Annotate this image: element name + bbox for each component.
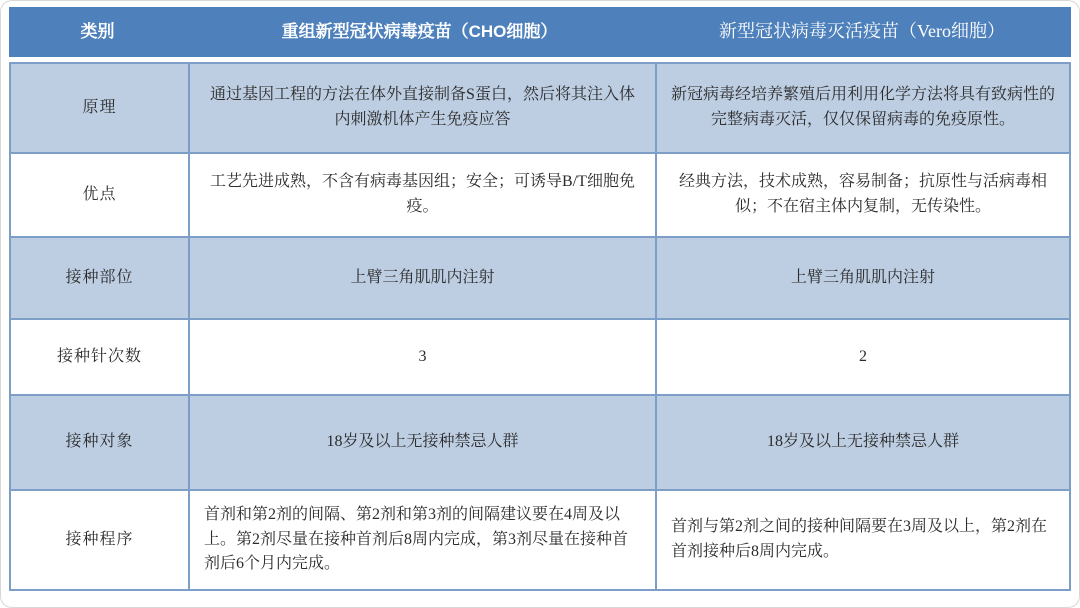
table-header (9, 7, 1071, 57)
row-label-cell: 接种程序 (65, 530, 134, 548)
table-row-advantages (11, 152, 1069, 236)
header-cell-vero-vaccine: 新型冠状病毒灭活疫苗（Vero细胞） (719, 21, 1005, 42)
row-label-cell: 接种对象 (65, 433, 134, 451)
cho-cell: 首剂和第2剂的间隔、第2剂和第3剂的间隔建议要在4周及以上。第2剂尽量在接种首剂后8周内完成，第3剂尽量在接种首剂后6个月内完成。 (188, 491, 655, 589)
row-label-cell: 优点 (82, 185, 117, 203)
vero-cell: 首剂与第2剂之间的接种间隔要在3周及以上，第2剂在首剂接种后8周内完成。 (655, 491, 1069, 589)
row-label-cell: 接种针次数 (56, 347, 142, 365)
vero-cell: 上臂三角肌肌内注射 (655, 238, 1069, 318)
cho-cell: 3 (188, 320, 655, 394)
comparison-table (9, 7, 1071, 591)
table-row-injection-site (11, 236, 1069, 318)
table-body (9, 62, 1071, 591)
cho-cell: 工艺先进成熟，不含有病毒基因组；安全；可诱导B/T细胞免疫。 (188, 154, 655, 236)
header-cell-cho-vaccine: 重组新型冠状病毒疫苗（CHO细胞） (281, 21, 558, 41)
cho-cell: 通过基因工程的方法在体外直接制备S蛋白，然后将其注入体内刺激机体产生免疫应答 (188, 64, 655, 152)
cho-cell: 上臂三角肌肌内注射 (188, 238, 655, 318)
cho-cell: 18岁及以上无接种禁忌人群 (188, 396, 655, 489)
table-row-schedule (11, 489, 1069, 589)
row-label-cell: 接种部位 (65, 268, 134, 286)
table-row-dose-count (11, 318, 1069, 394)
vero-cell: 新冠病毒经培养繁殖后用利用化学方法将具有致病性的完整病毒灭活，仅仅保留病毒的免疫原性。 (655, 64, 1069, 152)
row-label-cell: 原理 (82, 98, 117, 116)
table-row-target-population (11, 394, 1069, 489)
vero-cell: 18岁及以上无接种禁忌人群 (655, 396, 1069, 489)
header-cell-category: 类别 (80, 21, 115, 41)
vero-cell: 2 (655, 320, 1069, 394)
vero-cell: 经典方法，技术成熟，容易制备；抗原性与活病毒相似；不在宿主体内复制，无传染性。 (655, 154, 1069, 236)
table-row-principle (11, 64, 1069, 152)
